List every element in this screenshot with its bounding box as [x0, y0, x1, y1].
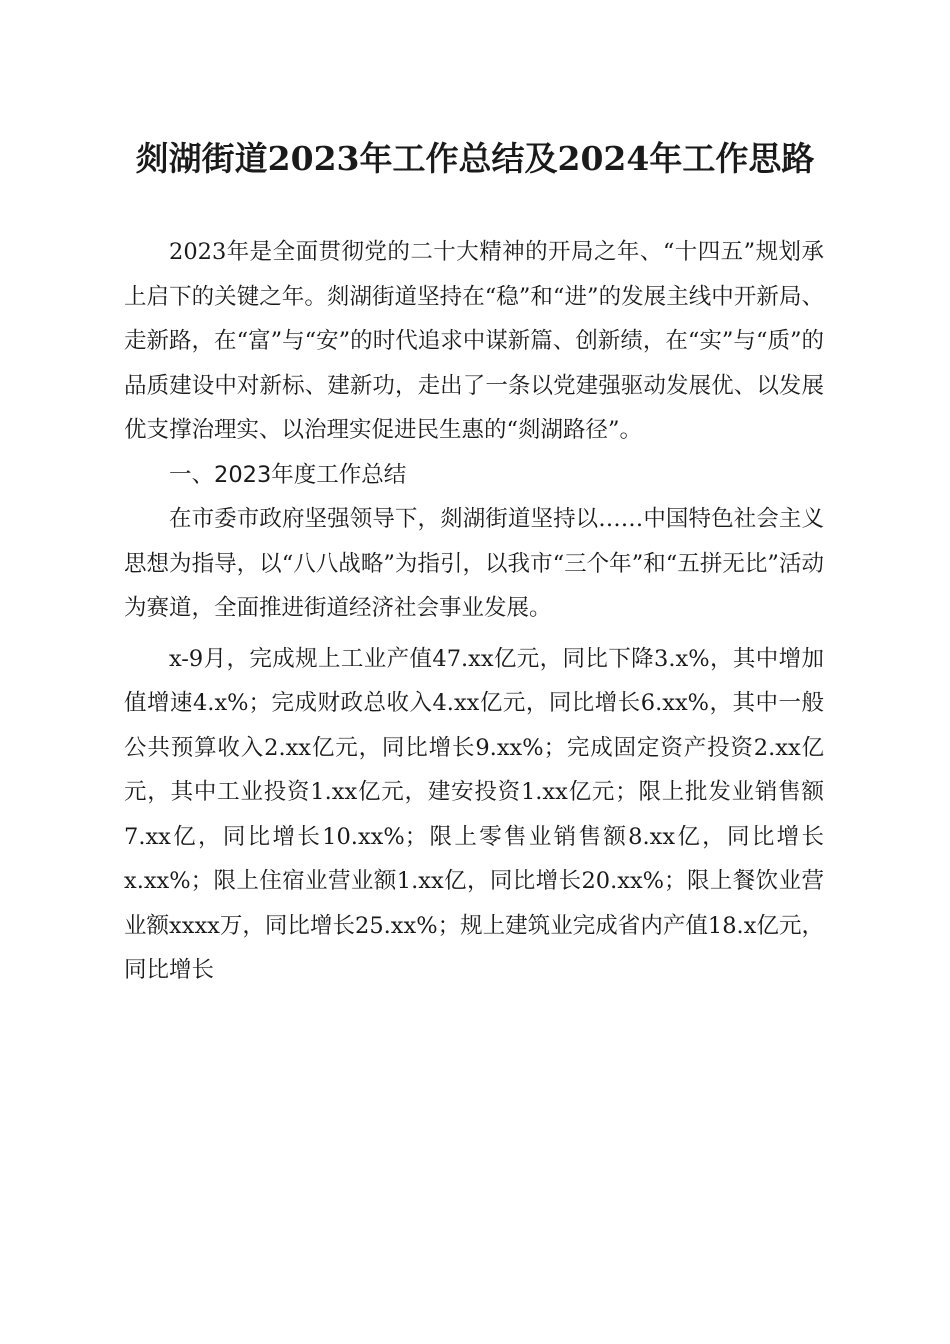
- intro-paragraph: 2023年是全面贯彻党的二十大精神的开局之年、“十四五”规划承上启下的关键之年。剡湖街道坚持在“稳”和“进”的发展主线中开新局、走新路，在“富”与“安”的时代追求中谋新篇、创新绩，在“实”与“质”的品质建设中对新标、建新功，走出了一条以党建强驱动发展优、以发展优支撑治理实、以治理实促进民生惠的“剡湖路径”。: [124, 239, 824, 443]
- document-title: 剡湖街道2023年工作总结及2024年工作思路: [135, 139, 815, 178]
- section-paragraph-2: x-9月，完成规上工业产值47.xx亿元，同比下降3.x%，其中增加值增速4.x%；完成财政总收入4.xx亿元，同比增长6.xx%，其中一般公共预算收入2.xx亿元，同比增长9.xx%；完成固定资产投资2.xx亿元，其中工业投资1.xx亿元，建安投资1.xx亿元；限上批发业销售额7.xx亿，同比增长10.xx%；限上零售业销售额8.xx亿，同比增长x.xx%；限上住宿业营业额1.xx亿，同比增长20.xx%；限上餐饮业营业额xxxx万，同比增长25.xx%；规上建筑业完成省内产值18.x亿元，同比增长: [124, 645, 824, 983]
- section-paragraph-1: 在市委市政府坚强领导下，剡湖街道坚持以……中国特色社会主义思想为指导，以“八八战略”为指引，以我市“三个年”和“五拼无比”活动为赛道，全面推进街道经济社会事业发展。: [124, 506, 824, 621]
- section-heading: 一、2023年度工作总结: [169, 461, 407, 488]
- document-body: [124, 230, 824, 993]
